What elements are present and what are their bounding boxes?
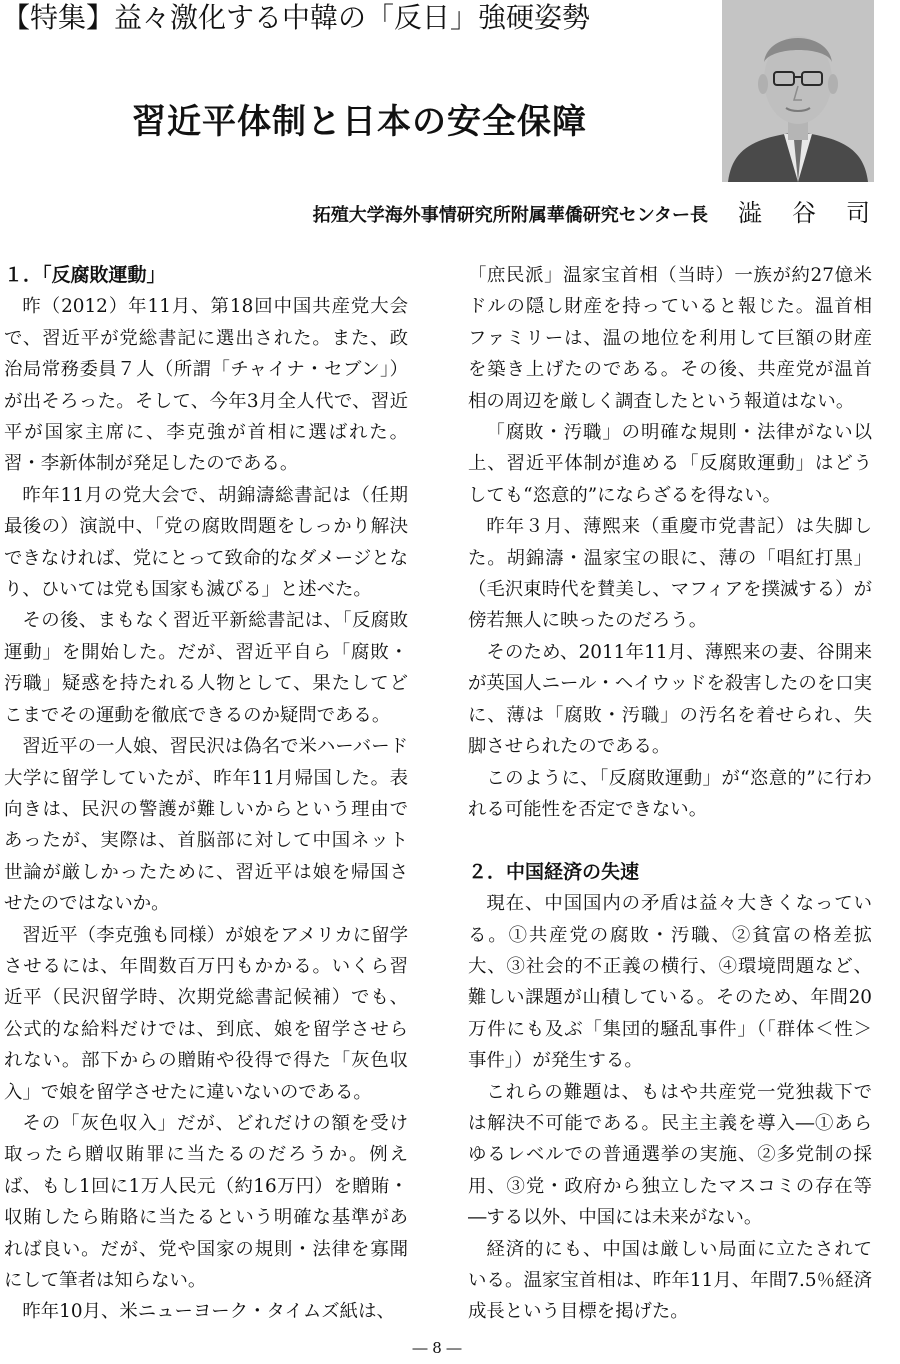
paragraph: これらの難題は、もはや共産党一党独裁下では解決不可能である。民主主義を導入―①あらゆるレベルでの普通選挙の実施、②多党制の採用、③党・政府から独立したマスコミの存在等―する以外、中国には未来がない。: [468, 1081, 872, 1229]
paragraph: 習近平（李克強も同様）が娘をアメリカに留学させるには、年間数百万円もかかる。いくら習近平（民沢留学時、次期党総書記候補）でも、公式的な給料だけでは、到底、娘を留学させられない。部下からの贈賄や役得で得た「灰色収入」で娘を留学させたに違いないのである。: [4, 924, 408, 1103]
paragraph: 昨（2012）年11月、第18回中国共産党大会で、習近平が党総書記に選出された。また、政治局常務委員７人（所謂「チャイナ・セブン」）が出そろった。そして、今年3月全人代で、習近平が国家主席に、李克強が首相に選ばれた。習・李新体制が発足したのである。: [4, 296, 408, 475]
paragraph: 昨年10月、米ニューヨーク・タイムズ紙は、: [22, 1301, 395, 1323]
column-left: [4, 260, 408, 1328]
section2-heading: ２．中国経済の失速: [468, 860, 640, 883]
paragraph: 「腐敗・汚職」の明確な規則・法律がない以上、習近平体制が進める「反腐敗運動」はどうしても“恣意的”にならざるを得ない。: [468, 422, 872, 506]
section1-heading: １．「反腐敗運動」: [4, 264, 166, 286]
paragraph: このように、「反腐敗運動」が“恣意的”に行われる可能性を否定できない。: [468, 767, 872, 820]
paragraph: その「灰色収入」だが、どれだけの額を受け取ったら贈収賄罪に当たるのだろうか。例えば、もし1回に1万人民元（約16万円）を贈賄・収賄したら賄賂に当たるという明確な基準があれば良い。だが、党や国家の規則・法律を寡聞にして筆者は知らない。: [4, 1112, 408, 1291]
paragraph: 経済的にも、中国は厳しい局面に立たされている。温家宝首相は、昨年11月、年間7.5％経済成長という目標を掲げた。: [468, 1238, 872, 1323]
author-name: 澁谷司: [738, 199, 900, 227]
article-title: 習近平体制と日本の安全保障: [132, 102, 587, 142]
paragraph-continued: 「庶民派」温家宝首相（当時）一族が約27億米ドルの隠し財産を持っていると報じた。温首相ファミリーは、温の地位を利用して巨額の財産を築き上げたのである。その後、共産党が温首相の周辺を厳しく調査したという報道はない。: [468, 265, 872, 412]
paragraph: そのため、2011年11月、薄熙来の妻、谷開来が英国人ニール・ヘイウッドを殺害したのを口実に、薄は「腐敗・汚職」の汚名を着せられ、失脚させられたのである。: [468, 641, 872, 758]
paragraph: 習近平の一人娘、習民沢は偽名で米ハーバード大学に留学していたが、昨年11月帰国した。表向きは、民沢の警護が難しいからという理由であったが、実際は、首脳部に対して中国ネット世論が厳しかったために、習近平は娘を帰国させたのではないか。: [4, 736, 408, 915]
author-line: [312, 198, 900, 231]
paragraph: 昨年11月の党大会で、胡錦濤総書記は（任期最後の）演説中、「党の腐敗問題をしっかり解決できなければ、党にとって致命的なダメージとなり、ひいては党も国家も滅びる」と述べた。: [4, 484, 408, 601]
author-photo: [722, 0, 874, 182]
series-title: 【特集】益々激化する中韓の「反日」強硬姿勢: [2, 1, 591, 34]
page-number: ― 8 ―: [412, 1339, 462, 1357]
paragraph: 昨年３月、薄熙来（重慶市党書記）は失脚した。胡錦濤・温家宝の眼に、薄の「唱紅打黒」（毛沢東時代を賛美し、マフィアを撲滅する）が傍若無人に映ったのだろう。: [468, 516, 872, 632]
paragraph: 現在、中国国内の矛盾は益々大きくなっている。①共産党の腐敗・汚職、②貧富の格差拡大、③社会的不正義の横行、④環境問題など、難しい課題が山積している。そのため、年間20万件にも及ぶ「集団的騒乱事件」（「群体＜性＞事件」）が発生する。: [468, 893, 872, 1072]
author-portrait-photo: [722, 0, 874, 182]
author-affiliation: 拓殖大学海外事情研究所附属華僑研究センター長: [312, 205, 708, 226]
paragraph: その後、まもなく習近平新総書記は、「反腐敗運動」を開始した。だが、習近平自ら「腐敗・汚職」疑惑を持たれる人物として、果たしてどこまでその運動を徹底できるのか疑問である。: [4, 610, 408, 726]
column-right: [468, 260, 872, 1328]
